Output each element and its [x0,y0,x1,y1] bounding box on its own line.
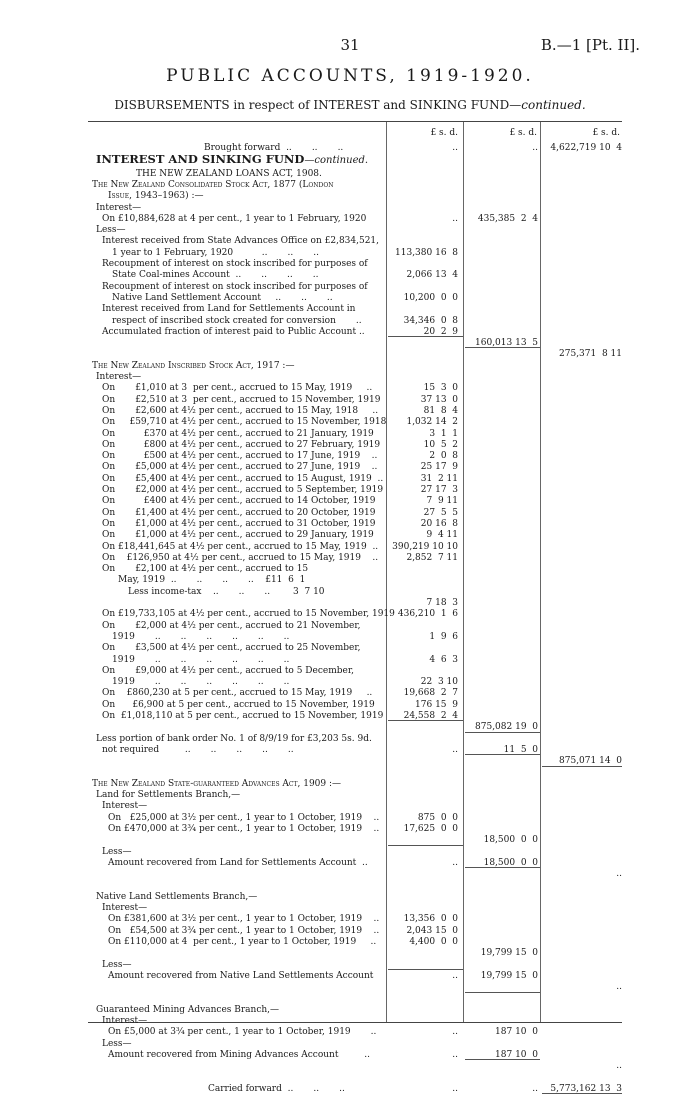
amount-c1: .. [452,1050,458,1060]
sum-rule [465,1059,540,1060]
amount-c1: 19,668 2 7 [403,688,458,699]
amount-c2: 187 10 0 [495,1050,538,1060]
row-description: Interest— [96,372,142,382]
row-description: respect of inscribed stock created for conversion .. [112,315,362,326]
table-row [88,608,622,620]
table-row [88,665,622,677]
amount-c3: .. [616,982,622,993]
row-description: 1919 .. .. .. .. .. .. [112,631,290,642]
amount-c1: 10,200 0 0 [403,292,458,303]
row-description: On £59,710 at 4½ per cent., accrued to 15 November, 1918 [102,417,387,428]
table-row [88,970,622,982]
amount-c3: 5,773,162 13 3 [550,1083,622,1094]
row-description: Less— [96,225,126,236]
table-row [88,247,622,259]
currency-header-col3: £ s. d. [592,128,620,138]
amount-c1: 4 6 3 [429,654,458,665]
table-row [88,428,622,440]
table-row [88,292,622,304]
subtitle-continued: —continued. [509,98,586,112]
amount-c1: 25 17 9 [420,462,458,473]
amount-c2: 435,385 2 4 [477,213,538,224]
table-row [88,529,622,541]
row-description: Amount recovered from Land for Settlements Account .. [108,857,368,868]
amount-c1: 4,400 0 0 [409,937,458,947]
row-description: Accumulated fraction of interest paid to Public Account .. [102,326,365,337]
row-description: On £1,000 at 4½ per cent., accrued to 29 January, 1919 [102,530,374,541]
table-row [88,789,622,801]
table-row [88,235,622,247]
table-row [88,224,622,236]
table-row [88,563,622,575]
table-row [88,767,622,779]
table-row [88,348,622,360]
row-description: State Coal-mines Account .. .. .. .. [112,270,319,281]
amount-c1: 15 3 0 [423,383,458,394]
sum-rule [542,1093,622,1094]
row-description: On £2,510 at 3 per cent., accrued to 15 November, 1919 [102,394,381,405]
sum-rule [388,336,463,337]
table-row [88,936,622,948]
amount-c1: .. [452,1083,458,1094]
amount-c1: .. [452,970,458,981]
table-row [88,800,622,812]
table-row [88,473,622,485]
table-row [88,1038,622,1050]
row-description-continued: —continued. [304,155,369,167]
subtitle-main: DISBURSEMENTS in respect of INTEREST and SINKING FUND [114,98,510,112]
amount-c1: 10 5 2 [423,439,458,450]
row-description: On £1,000 at 4½ per cent., accrued to 31 October, 1919 [102,518,376,529]
table-row [88,902,622,914]
amount-c3: 275,371 8 11 [559,349,622,360]
row-description: On £370 at 4½ per cent., accrued to 21 January, 1919 [102,428,374,439]
amount-c1: .. [452,143,458,153]
amount-c2: .. [532,143,538,153]
sum-rule [465,867,540,868]
table-row [88,733,622,745]
amount-c1: 3 1 1 [429,428,458,439]
table-row [88,597,622,609]
table-row [88,326,622,338]
row-description: On £1,400 at 4½ per cent., accrued to 20 October, 1919 [102,507,376,518]
table-row [88,891,622,903]
table-row [88,913,622,925]
amount-c2: .. [532,1083,538,1094]
amount-c1: 2,852 7 11 [406,552,458,563]
row-description: Recoupment of interest on stock inscribed for purposes of [102,259,368,269]
table-row [88,518,622,530]
amount-c1: 7 9 11 [426,496,458,507]
row-description: On £6,900 at 5 per cent., accrued to 15 November, 1919 [102,699,375,710]
table-row [88,360,622,372]
amount-c1: 13,356 0 0 [403,914,458,925]
table-row [88,541,622,553]
amount-c1: 27 5 5 [423,507,458,518]
table-row [88,1060,622,1072]
table-row [88,846,622,858]
amount-c1: 17,625 0 0 [403,824,458,834]
row-description: 1919 .. .. .. .. .. .. [112,654,290,665]
row-description: The New Zealand Inscribed Stock Act, 1917 :— [92,360,295,371]
table-row [88,925,622,937]
row-description: On £5,000 at 3¾ per cent., 1 year to 1 October, 1919 .. [108,1027,377,1038]
table-row [88,586,622,598]
amount-c1: .. [452,744,458,755]
sum-rule [465,992,540,993]
row-description: Native Land Settlement Account .. .. .. [112,292,333,303]
table-row [88,416,622,428]
row-description: On £1,010 at 3 per cent., accrued to 15 May, 1919 .. [102,383,373,394]
amount-c1: 81 8 4 [423,405,458,416]
row-description: May, 1919 .. .. .. .. £11 6 1 [118,575,306,586]
row-description: Carried forward .. .. .. [208,1083,345,1094]
amount-c1: .. [452,213,458,224]
amount-c2: 160,013 13 5 [475,338,538,349]
table-row [88,382,622,394]
row-description: Interest— [102,1016,148,1027]
table-row [88,405,622,417]
table-row [88,823,622,835]
amount-c1: 24,558 2 4 [403,711,458,721]
table-row [88,269,622,281]
row-description: The New Zealand State-guaranteed Advances Act, 1909 :— [92,778,342,789]
amount-c2: 18,500 0 0 [483,857,538,868]
row-description: On £5,000 at 4½ per cent., accrued to 27 June, 1919 .. [102,462,378,473]
table-row [88,371,622,383]
row-description: Amount recovered from Mining Advances Account .. [108,1050,370,1060]
table-row [88,710,622,722]
amount-c3: 875,071 14 0 [559,756,622,767]
table-row [88,507,622,519]
table-row [88,857,622,869]
row-description: Less— [102,846,132,857]
row-description: Interest received from State Advances Office on £2,834,521, [102,236,380,247]
amount-c1: 9 4 11 [426,530,458,541]
amount-c2: 11 5 0 [503,744,538,755]
table-row [88,394,622,406]
sum-rule [388,720,463,721]
page-number: 31 [340,36,360,54]
amount-c1: 27 17 3 [420,485,458,495]
row-description: 1919 .. .. .. .. .. .. [112,677,290,688]
row-description: On £2,000 at 4½ per cent., accrued to 5 September, 1919 [102,485,384,495]
amount-c1: 390,219 10 10 [392,541,458,552]
table-row [88,778,622,790]
currency-header-col2: £ s. d. [509,128,537,138]
row-description: Interest— [102,903,148,914]
table-row [88,337,622,349]
row-description: On £54,500 at 3¾ per cent., 1 year to 1 October, 1919 .. [108,925,380,936]
table-row [88,880,622,892]
table-row [88,450,622,462]
page-subtitle [0,98,700,112]
table-row [88,631,622,643]
row-description: On £1,018,110 at 5 per cent., accrued to 15 November, 1919 [102,711,384,721]
row-description: On £470,000 at 3¾ per cent., 1 year to 1 October, 1919 .. [108,824,380,834]
row-description: On £2,600 at 4½ per cent., accrued to 15 May, 1918 .. [102,405,379,416]
amount-c2: 19,799 15 0 [480,970,538,981]
table-row [88,947,622,959]
row-description: On £25,000 at 3½ per cent., 1 year to 1 October, 1919 .. [108,812,380,823]
table-row [88,281,622,293]
row-description: Amount recovered from Native Land Settlements Account [108,970,374,981]
table-row [88,1072,622,1084]
table-row [88,959,622,971]
table-row [88,495,622,507]
row-description: On £2,100 at 4½ per cent., accrued to 15 [102,564,309,575]
amount-c1: .. [452,857,458,868]
row-description: Less portion of bank order No. 1 of 8/9/19 for £3,203 5s. 9d. [96,733,372,744]
table-row [88,744,622,756]
amount-c3: .. [616,1061,622,1072]
amount-c1: 34,346 0 8 [403,315,458,326]
amount-c1: .. [452,1027,458,1038]
amount-c2: 875,082 19 0 [475,722,538,733]
table-row [88,687,622,699]
row-description: 1 year to 1 February, 1920 .. .. .. [112,247,319,258]
amount-c1: 22 3 10 [420,677,458,688]
currency-header-col1: £ s. d. [430,128,458,138]
sum-rule [542,766,622,767]
amount-c1: 20 2 9 [423,326,458,337]
table-row [88,1015,622,1027]
row-description: On £110,000 at 4 per cent., 1 year to 1 October, 1919 .. [108,937,377,947]
row-description: On £400 at 4½ per cent., accrued to 14 October, 1919 [102,496,376,507]
amount-c1: 2,066 13 4 [406,270,458,281]
amount-c1: 176 15 9 [415,699,458,710]
amount-c1: 436,210 1 6 [397,609,458,620]
row-description: On £800 at 4½ per cent., accrued to 27 February, 1919 [102,439,381,450]
row-description: On £19,733,105 at 4½ per cent., accrued to 15 November, 1919 [102,609,395,620]
table-row [88,190,622,202]
amount-c3: 4,622,719 10 4 [550,143,622,153]
table-row [88,642,622,654]
amount-c1: 1 9 6 [429,631,458,642]
row-description: THE NEW ZEALAND LOANS ACT, 1908. [136,168,322,179]
amount-c2: 19,799 15 0 [480,948,538,959]
row-description: INTEREST AND SINKING FUND—continued. [96,152,369,167]
row-description: Guaranteed Mining Advances Branch,— [96,1004,280,1015]
table-row [88,484,622,496]
disbursements-table [88,121,622,1094]
row-description: On £5,400 at 4½ per cent., accrued to 15 August, 1919 .. [102,473,384,484]
sum-rule [465,347,540,348]
row-description: not required .. .. .. .. .. [102,744,294,755]
table-row [88,552,622,564]
table-row [88,676,622,688]
table-row [88,315,622,327]
row-description: Recoupment of interest on stock inscribed for purposes of [102,281,368,292]
document-reference: B.—1 [Pt. II]. [540,36,640,54]
table-row [88,981,622,993]
amount-c3: .. [616,869,622,880]
row-description: On £126,950 at 4½ per cent., accrued to 15 May, 1919 .. [102,552,379,563]
table-row [88,654,622,666]
table-row [88,202,622,214]
row-description: Interest received from Land for Settlements Account in [102,304,356,315]
amount-c1: 2,043 15 0 [406,925,458,936]
row-description: Brought forward .. .. .. [204,143,344,153]
row-description: On £2,000 at 4½ per cent., accrued to 21 November, [102,620,361,631]
table-row [88,1049,622,1061]
row-description: On £381,600 at 3½ per cent., 1 year to 1 October, 1919 .. [108,914,380,925]
row-description: On £9,000 at 4½ per cent., accrued to 5 December, [102,665,354,676]
row-description: Interest— [102,801,148,812]
table-row [88,439,622,451]
row-description: Less— [102,959,132,970]
table-row [88,461,622,473]
sum-rule [388,845,463,846]
row-description: Land for Settlements Branch,— [96,790,241,801]
table-row [88,812,622,824]
table-row [88,168,622,180]
row-description: Interest— [96,202,142,213]
table-row [88,1026,622,1038]
row-description: On £860,230 at 5 per cent., accrued to 15 May, 1919 .. [102,688,373,699]
sum-rule [465,754,540,755]
table-row [88,868,622,880]
row-description: The New Zealand Consolidated Stock Act, 1877 (London [92,179,334,190]
table-row [88,721,622,733]
amount-c2: 187 10 0 [495,1027,538,1038]
table-row [88,699,622,711]
row-description: Issue, 1943–1963) :— [108,191,204,202]
table-row [88,574,622,586]
amount-c1: 7 18 3 [426,598,458,608]
amount-c1: 1,032 14 2 [406,417,458,428]
table-row [88,213,622,225]
table-row [88,1004,622,1016]
page-title: PUBLIC ACCOUNTS, 1919-1920. [166,66,534,86]
amount-c1: 31 2 11 [420,473,458,484]
table-row [88,303,622,315]
row-description: On £18,441,645 at 4½ per cent., accrued to 15 May, 1919 .. [102,541,379,552]
sum-rule [465,732,540,733]
amount-c1: 113,380 16 8 [395,247,458,258]
table-row [88,258,622,270]
amount-c2: 18,500 0 0 [483,835,538,846]
amount-c1: 875 0 0 [417,812,458,823]
amount-c1: 2 0 8 [429,451,458,462]
row-description: On £10,884,628 at 4 per cent., 1 year to 1 February, 1920 [102,213,367,224]
row-description: On £500 at 4½ per cent., accrued to 17 June, 1919 .. [102,451,378,462]
row-description: Native Land Settlements Branch,— [96,891,258,902]
table-row [88,834,622,846]
table-row [88,993,622,1005]
sum-rule [388,969,463,970]
amount-c1: 20 16 8 [420,518,458,529]
row-description: Less— [102,1038,132,1049]
table-row [88,179,622,191]
amount-c1: 37 13 0 [420,394,458,405]
table-row [88,620,622,632]
row-description: On £3,500 at 4½ per cent., accrued to 25 November, [102,643,361,654]
row-description: Less income-tax .. .. .. 3 7 10 [128,586,325,597]
table-row [88,153,622,165]
